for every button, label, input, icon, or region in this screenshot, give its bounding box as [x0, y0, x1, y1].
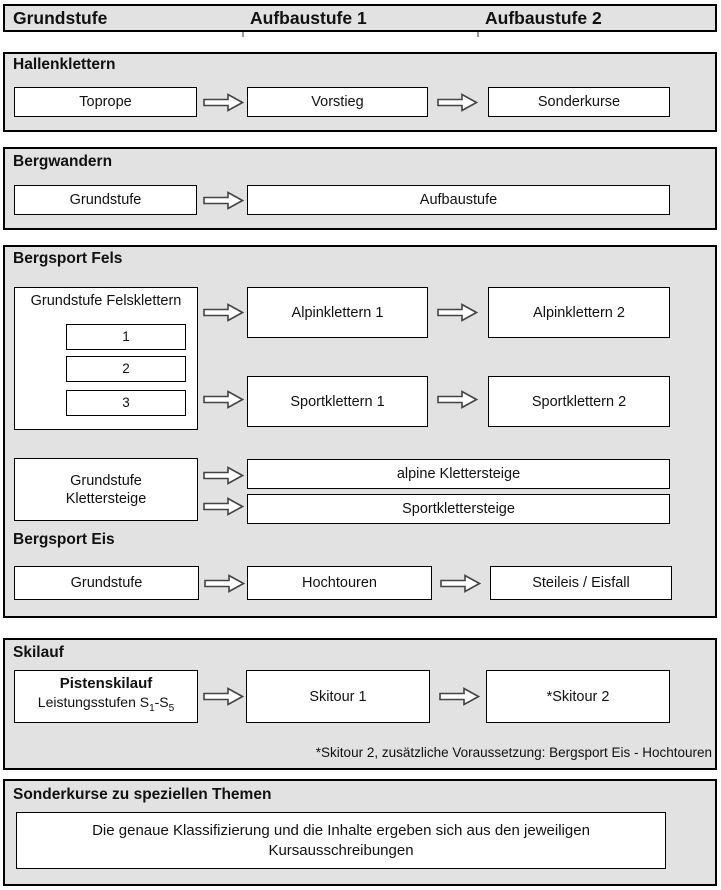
footnote-skitour-2: *Skitour 2, zusätzliche Voraussetzung: Bergsport Eis - Hochtouren	[315, 745, 712, 760]
course-box-label: Grundstufe Felsklettern	[30, 293, 182, 309]
course-box-sonderkurse: Sonderkurse	[488, 87, 670, 117]
course-box-skitour-2: *Skitour 2	[486, 670, 670, 723]
section-title: Hallenklettern	[13, 56, 116, 73]
arrow-right-icon	[203, 93, 244, 112]
arrow-right-icon	[203, 497, 244, 516]
course-box-steileis-eisfall: Steileis / Eisfall	[490, 566, 672, 600]
arrow-right-icon	[203, 390, 244, 409]
course-box-alpine-klettersteige: alpine Klettersteige	[247, 459, 670, 489]
course-box-title: Pistenskilauf	[59, 675, 153, 693]
course-box-sportklettersteige: Sportklettersteige	[247, 494, 670, 524]
arrow-right-icon	[439, 687, 480, 706]
section-title: Bergwandern	[13, 153, 113, 170]
course-box-line: Grundstufe	[70, 472, 142, 489]
course-box-skitour-1: Skitour 1	[246, 670, 430, 723]
course-box-hochtouren: Hochtouren	[247, 566, 432, 600]
column-header-aufbaustufe-1: Aufbaustufe 1	[250, 7, 367, 28]
level-box-3: 3	[66, 390, 186, 416]
column-header-aufbaustufe-2: Aufbaustufe 2	[485, 7, 602, 28]
section-title: Skilauf	[13, 644, 64, 661]
course-box-sportklettern-2: Sportklettern 2	[488, 376, 670, 427]
course-box-grundstufe-eis: Grundstufe	[14, 566, 199, 600]
arrow-right-icon	[203, 687, 244, 706]
arrow-right-icon	[440, 574, 481, 593]
column-divider-tick	[477, 32, 479, 37]
course-box-pistenskilauf	[14, 670, 198, 723]
section-title: Sonderkurse zu speziellen Themen	[13, 786, 272, 803]
arrow-right-icon	[203, 191, 244, 210]
course-box-toprope: Toprope	[14, 87, 197, 117]
column-divider-tick	[242, 32, 244, 37]
level-box-1: 1	[66, 324, 186, 350]
arrow-right-icon	[203, 303, 244, 322]
column-header-grundstufe: Grundstufe	[13, 7, 108, 28]
level-box-2: 2	[66, 356, 186, 382]
course-box-alpinklettern-2: Alpinklettern 2	[488, 287, 670, 338]
arrow-right-icon	[437, 303, 478, 322]
info-box-text: Die genaue Klassifizierung und die Inhalte ergeben sich aus den jeweiligen Kursausschreibungen	[92, 821, 590, 859]
info-box-sonderkurse	[16, 812, 666, 869]
course-box-vorstieg: Vorstieg	[247, 87, 428, 117]
arrow-right-icon	[203, 466, 244, 485]
section-title-bergsport-fels: Bergsport Fels	[13, 250, 123, 267]
arrow-right-icon	[204, 574, 245, 593]
course-box-alpinklettern-1: Alpinklettern 1	[247, 287, 428, 338]
arrow-right-icon	[437, 93, 478, 112]
course-box-subtitle: Leistungsstufen $S_1-S_5$	[37, 694, 175, 714]
arrow-right-icon	[437, 390, 478, 409]
course-box-grundstufe: Grundstufe	[14, 185, 197, 215]
course-box-line: Klettersteige	[65, 490, 147, 507]
course-box-grundstufe-klettersteige	[14, 458, 198, 521]
course-box-aufbaustufe: Aufbaustufe	[247, 185, 670, 215]
course-box-sportklettern-1: Sportklettern 1	[247, 376, 428, 427]
section-title-bergsport-eis: Bergsport Eis	[13, 531, 115, 548]
